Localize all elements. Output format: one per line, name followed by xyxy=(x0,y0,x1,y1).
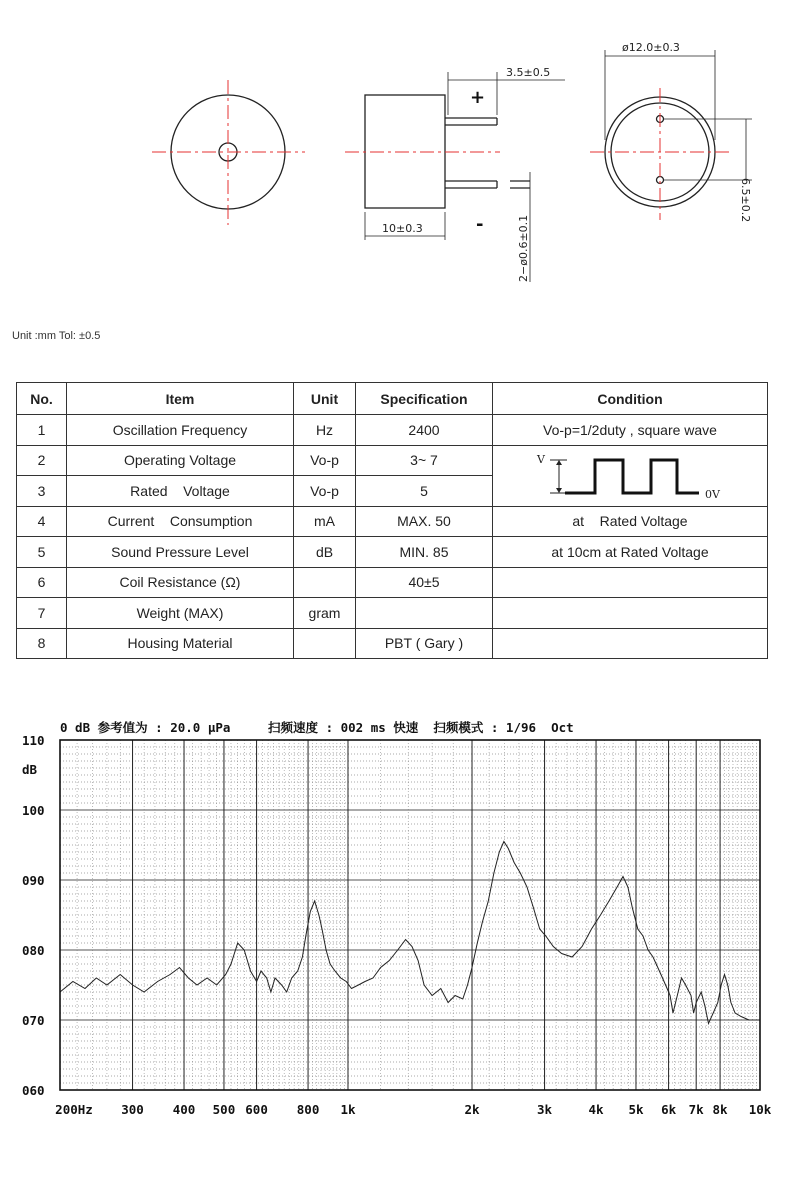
x-tick-label: 8k xyxy=(712,1102,728,1117)
dim-pin-spacing: 3.5±0.5 xyxy=(506,66,551,79)
x-tick-label: 3k xyxy=(537,1102,553,1117)
minus-pin-label: - xyxy=(476,214,484,235)
cell-spec: 2400 xyxy=(356,415,493,446)
x-tick-label: 2k xyxy=(464,1102,480,1117)
cell-item: Current Consumption xyxy=(67,506,294,537)
cell-no: 6 xyxy=(17,567,67,598)
wave-zero-label: 0V xyxy=(705,487,720,501)
cell-no: 3 xyxy=(17,476,67,507)
chart-grid xyxy=(60,740,760,1090)
header-no: No. xyxy=(17,383,67,415)
plus-pin-label: + xyxy=(470,87,486,108)
cell-no: 2 xyxy=(17,445,67,476)
header-condition: Condition xyxy=(493,383,768,415)
spec-table xyxy=(16,382,768,659)
cell-unit: Hz xyxy=(294,415,356,446)
table-row xyxy=(17,445,768,476)
cell-spec: 5 xyxy=(356,476,493,507)
table-header-row xyxy=(17,383,768,415)
cell-spec: PBT ( Gary ) xyxy=(356,628,493,659)
dim-diameter: ø12.0±0.3 xyxy=(622,41,680,54)
cell-condition xyxy=(493,567,768,598)
cell-unit: gram xyxy=(294,598,356,629)
cell-item: Oscillation Frequency xyxy=(67,415,294,446)
cell-item: Coil Resistance (Ω) xyxy=(67,567,294,598)
x-tick-label: 800 xyxy=(296,1102,320,1117)
dim-length: 10±0.3 xyxy=(382,222,423,235)
rear-view xyxy=(590,50,752,223)
wave-v-label: V xyxy=(537,452,545,466)
x-tick-label: 10k xyxy=(748,1102,772,1117)
square-wave-cell xyxy=(493,445,768,506)
cell-condition: at Rated Voltage xyxy=(493,506,768,537)
x-tick-label: 600 xyxy=(245,1102,268,1117)
cell-unit xyxy=(294,628,356,659)
cell-unit: mA xyxy=(294,506,356,537)
header-spec: Specification xyxy=(356,383,493,415)
cell-condition: at 10cm at Rated Voltage xyxy=(493,537,768,568)
cell-unit: dB xyxy=(294,537,356,568)
cell-item: Rated Voltage xyxy=(67,476,294,507)
frequency-response-chart xyxy=(0,700,790,1185)
cell-item: Housing Material xyxy=(67,628,294,659)
cell-unit: Vo-p xyxy=(294,476,356,507)
table-row xyxy=(17,598,768,629)
cell-spec: MIN. 85 xyxy=(356,537,493,568)
cell-spec: 3~ 7 xyxy=(356,445,493,476)
y-tick-label: 110 xyxy=(22,733,45,748)
cell-condition: Vo-p=1/2duty , square wave xyxy=(493,415,768,446)
x-tick-label: 1k xyxy=(340,1102,356,1117)
table-row xyxy=(17,537,768,568)
table-row xyxy=(17,415,768,446)
y-axis-unit: dB xyxy=(22,762,38,777)
table-row xyxy=(17,628,768,659)
cell-no: 7 xyxy=(17,598,67,629)
cell-item: Sound Pressure Level xyxy=(67,537,294,568)
table-row xyxy=(17,567,768,598)
x-tick-label: 5k xyxy=(628,1102,644,1117)
cell-unit: Vo-p xyxy=(294,445,356,476)
cell-condition xyxy=(493,628,768,659)
table-row xyxy=(17,506,768,537)
square-wave-diagram xyxy=(493,446,768,506)
y-tick-label: 080 xyxy=(22,943,45,958)
cell-item: Weight (MAX) xyxy=(67,598,294,629)
header-item: Item xyxy=(67,383,294,415)
header-unit: Unit xyxy=(294,383,356,415)
unit-note: Unit :mm Tol: ±0.5 xyxy=(12,330,101,342)
chart-title: 0 dB 参考值为 : 20.0 µPa 扫频速度 : 002 ms 快速 扫频模式 : 1/96 Oct xyxy=(60,720,574,735)
cell-spec xyxy=(356,598,493,629)
cell-spec: MAX. 50 xyxy=(356,506,493,537)
cell-no: 1 xyxy=(17,415,67,446)
cell-no: 4 xyxy=(17,506,67,537)
y-tick-label: 070 xyxy=(22,1013,45,1028)
cell-no: 8 xyxy=(17,628,67,659)
front-view xyxy=(152,80,305,225)
x-tick-label: 300 xyxy=(121,1102,144,1117)
side-view xyxy=(345,72,565,282)
y-tick-label: 090 xyxy=(22,873,45,888)
dim-pitch: 6.5±0.2 xyxy=(739,178,752,223)
x-tick-label: 200Hz xyxy=(55,1102,93,1117)
x-tick-label: 7k xyxy=(688,1102,704,1117)
x-tick-label: 500 xyxy=(212,1102,236,1117)
dim-pin-diameter: 2−ø0.6±0.1 xyxy=(517,214,530,282)
x-tick-label: 6k xyxy=(661,1102,677,1117)
cell-unit xyxy=(294,567,356,598)
y-tick-label: 060 xyxy=(22,1083,45,1098)
cell-no: 5 xyxy=(17,537,67,568)
y-tick-label: 100 xyxy=(22,803,45,818)
cell-condition xyxy=(493,598,768,629)
x-tick-label: 4k xyxy=(588,1102,604,1117)
x-tick-label: 400 xyxy=(172,1102,196,1117)
mechanical-drawing xyxy=(0,0,790,310)
cell-item: Operating Voltage xyxy=(67,445,294,476)
cell-spec: 40±5 xyxy=(356,567,493,598)
